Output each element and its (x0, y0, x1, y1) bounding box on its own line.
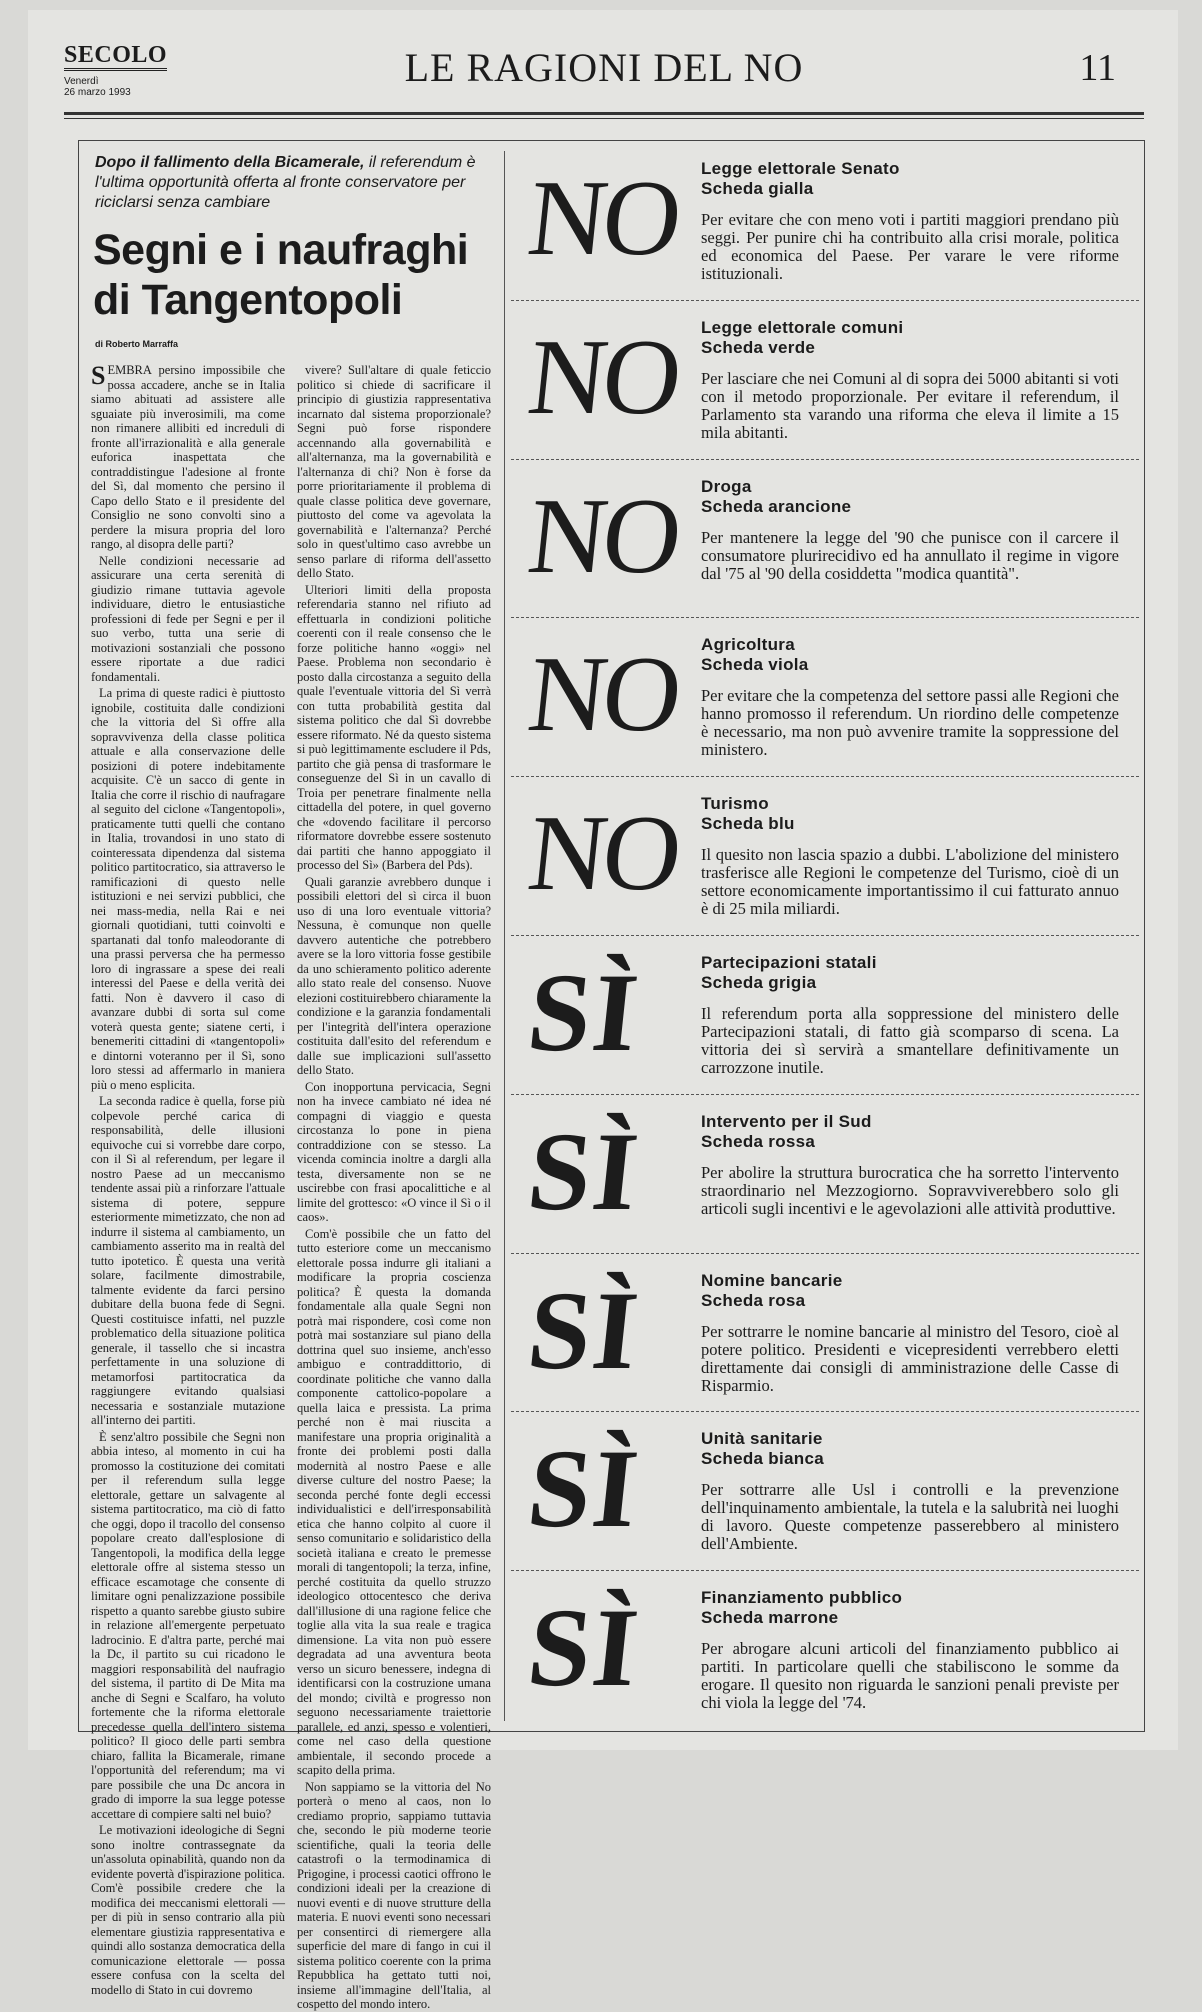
item-description: Per sottrarre alle Usl i controlli e la prevenzione dell'inquinamento ambientale, la tutela e la salubrità nei luoghi di lavoro. Queste competenze passerebbero al ministero dell'Ambiente. (701, 1480, 1119, 1554)
item-description: Per mantenere la legge del '90 che punisce con il carcere il consumatore plurirecidivo ed ha annullato il regime in vigore dal '75 al '90 della cosiddetta "modica quantità". (701, 527, 1119, 583)
body-paragraph (297, 363, 491, 581)
item-separator (511, 617, 1139, 618)
body-paragraph (91, 554, 285, 685)
masthead-rule (64, 112, 1144, 119)
body-column-2 (297, 363, 492, 2011)
paragraph-text: Com'è possibile che un fatto del tutto esteriore come un meccanismo elettorale possa indurre gli italiani a modificare la propria coscienza politica? È questa la domanda fondamentale alla quale Segni non potrà mai rispondere, così come non potrà mai sostanziare sul piano della dottrina quel suo insieme, anch'esso ambiguo e contraddittorio, di coordinate politiche che vanno dalla componente cattolico-popolare a quella laica e pressista. La prima perché non è mai riuscita a manifestare una propria originalità a fronte dei problemi posti dalla modernità al nostro Paese e alle diverse culture del nostro Paese; la seconda perché fonte degli eccessi individualistici e dell'irresponsabilità etica che hanno colpito al cuore il senso comunitario e solidaristico della società italiana e creato le premesse morali di tangentopoli; la terza, infine, perché costituita da quello struzzo ideologico ottocentesco che deriva dall'illusione di una ragione felice che toglie alla vita la sua reale e tragica dimensione. La vita non può essere degradata ad una avventura beota verso un sicuro benessere, indegna di identificarsi con la costruzione umana del mondo; civiltà e progresso non seguono necessariamente traiettorie parallele, ed anzi, spesso e volentieri, come nel caso della questione ambientale, il secondo procede a scapito della prima. (297, 1226, 491, 1777)
ballot-color: Scheda verde (701, 337, 816, 357)
referendum-item (511, 935, 1139, 1094)
law-title: Turismo (701, 794, 769, 814)
item-description: Per lasciare che nei Comuni al di sopra dei 5000 abitanti si voti con il metodo proporzionale. Per evitare il referendum, il Parlamento sta varando una riforma che eleva il limite a 15 mila abitanti. (701, 368, 1119, 442)
item-description: Per abolire la struttura burocratica che ha sorretto l'intervento straordinario nel Mezzogiorno. Sopravviverebbero solo gli articoli sugli incentivi e le agevolazioni alle attività produttive. (701, 1162, 1119, 1218)
body-column-1 (91, 361, 285, 1997)
byline: di Roberto Marraffa (95, 339, 179, 349)
issue-date-text: 26 marzo 1993 (64, 87, 131, 98)
newspaper-logo: SECOLO (64, 42, 167, 71)
paragraph-text: La seconda radice è quella, forse più colpevole perché carica di responsabilità, delle illusioni equivoche cui si vorrebbe dare corpo, con il Sì al referendum, per legare il nostro Paese ad un meccanismo tendente assai più a rinforzare l'attuale sistema di potere, seppure esteriormente mimetizzato, che non ad indurre il sistema al cambiamento, un cambiamento asserito ma in realtà del tutto ipotetico. È questa una verità solare, facilmente dimostrabile, talmente evidente da farci persino dubitare della buona fede di Segni. Questi costituisce infatti, nel puzzle problematico della situazione politica generale, il tassello che si incastra perfettamente in una soluzione di metamorfosi partitocratica da raggiungere evitando qualsiasi necessaria e sostanziale mutazione all'interno dei partiti. (91, 1094, 285, 1427)
paragraph-text: Non sappiamo se la vittoria del No porterà o meno al caos, non lo crediamo proprio, sappiamo tuttavia che, secondo le più moderne teorie scientifiche, quali la teoria delle catastrofi o la termodinamica di Prigogine, i processi caotici offrono le condizioni ideali per la creazione di nuovi eventi e di nuove strutture della materia. E nuovi eventi sono necessari per consentirci di riemergere alla superficie del mare di fango in cui il sistema politico coerente con la prima Repubblica ha gettato tutti noi, insieme all'immagine dell'Italia, al cospetto del mondo intero. (297, 1779, 491, 2011)
drop-cap: S (91, 361, 106, 390)
ballot-color: Scheda arancione (701, 496, 852, 516)
article-frame (78, 140, 1145, 2011)
ballot-color: Scheda viola (701, 655, 809, 675)
headline-line-1: Segni e i naufraghi (93, 226, 469, 274)
paragraph-text: EMBRA persino impossibile che possa accadere, anche se in Italia siamo abituati ad assistere alle sguaiate più inverosimili, ma come non rimanere allibiti ed increduli di fronte all'irrazionalità e alla generale euforica inaspettata che contraddistingue l'adesione al fronte del Sì, dal momento che persino il Capo dello Stato e il presidente del Consiglio ne sono convolti sino a perdere la misura propria del loro rango, al disopra delle parti? (91, 363, 285, 551)
body-paragraph (297, 1080, 491, 1225)
item-description: Il referendum porta alla soppressione del ministero delle Partecipazioni statali, di fatto già scomparso di scena. La vittoria dei sì servirà a smantellare definitivamente un carrozzone inutile. (701, 1004, 1119, 1077)
body-paragraph (297, 875, 491, 1078)
ballot-color: Scheda bianca (701, 1449, 824, 1469)
item-separator (511, 1253, 1139, 1254)
ballot-color: Scheda blu (701, 814, 795, 834)
ballot-color: Scheda rosa (701, 1290, 806, 1310)
law-title: Partecipazioni statali (701, 953, 877, 972)
referendum-item (511, 459, 1139, 618)
paragraph-text: Con inopportuna pervicacia, Segni non ha invece cambiato né idea né compagni di viaggio e questa circostanza lo pone in piena contraddizione con se stesso. La vicenda comincia inoltre a dargli alla testa, diversamente non se ne uscirebbe con frasi apocalittiche e al limite del grottesco: «O vince il Sì o il caos». (297, 1079, 491, 1224)
masthead (64, 38, 1144, 108)
referendum-item (511, 1094, 1139, 1253)
referendum-item (511, 617, 1139, 776)
newspaper-page (28, 10, 1178, 2011)
item-description: Per evitare che la competenza del settore passi alle Regioni che hanno promosso il referendum. Un riordino delle competenze è necessario, ma non può avvenire tramite la soppressione del ministero. (701, 686, 1119, 760)
item-separator (511, 300, 1139, 301)
verdict-si: SÌ (522, 1109, 646, 1234)
deck-rest: il referendum è l'ultima opportunità offerta al fronte conservatore per riciclarsi senza cambiare (95, 154, 476, 211)
law-title: Legge elettorale Senato (701, 159, 900, 178)
referendum-list (511, 141, 1139, 1729)
article (91, 153, 492, 2011)
body-paragraph (297, 583, 491, 873)
verdict-no: NO (522, 317, 684, 437)
item-separator (511, 776, 1139, 777)
paragraph-text: È senz'altro possibile che Segni non abbia inteso, al momento in cui ha promosso la costituzione dei comitati per il referendum sulla legge elettorale, gettare un salvagente al sistema partitocratico, ma ciò di fatto che oggi, dopo il tracollo del consenso popolare creato dall'esplosione di Tangentopoli, la modifica della legge elettorale offre al sistema stesso un efficace escamotage che consente di limitare ogni penalizzazione possibile rispetto a quanto sarebbe giusto subire in relazione all'emergente perpetuato ladrocinio. E d'altra parte, perché mai la Dc, il partito su cui ricadono le maggiori responsabilità del naufragio del sistema, il partito di De Mita ma anche di Segni e Scalfaro, ha voluto fortemente che la riforma elettorale precedesse quella dell'intero sistema politico? Il gioco delle parti sembra chiaro, fallita la Bicamerale, rimane l'opportunità del referendum; ma vi pare possibile che una Dc ancora in grado di imporre la sua legge potesse accettare di compiere salti nel buio? (91, 1429, 285, 1821)
verdict-no: NO (522, 159, 684, 278)
paragraph-text: La prima di queste radici è piuttosto ignobile, costituita dalle condizioni che la vittoria del Sì offre alla sopravvivenza della classe politica attuale e alla conservazione delle posizioni di potere indebitamente acquisite. C'è un sacco di gente in Italia che corre il rischio di naufragare al seguito del ciclone «Tangentopoli», praticamente tutti quelli che contano in Italia, trovandosi in uno stato di cointeressata dipendenza dal sistema politico partitocratico, sia attraverso le ramificazioni di questo nelle istituzioni e nei servizi pubblici, che nei mass-media, nella Rai e nei giornali quotidiani, tutti coinvolti e spartanati dal tonfo maleodorante di una prassi perversa che ha permesso loro di ingrassare a spese dei reali interessi del Paese e della verità dei fatti. Non è davvero il caso di avanzare dubbi di sorta sul come voterà questa gente; siatene certi, i benemeriti cittadini di «tangentopoli» e dintorni voteranno per il Sì, sono loro stessi ad affermarlo in maniera più o meno esplicita. (91, 686, 285, 1092)
referendum-item (511, 1411, 1139, 1570)
law-title: Nomine bancarie (701, 1270, 843, 1290)
paragraph-text: Ulteriori limiti della proposta referendaria stanno nel rifiuto ad effettuarla in condizioni politiche coerenti con il reale consenso che le forze politiche hanno «oggi» nel Paese. Problema non secondario è posto dalla circostanza a seguito della quale l'eventuale vittoria del Sì verrà con tutta probabilità gestita dal sistema politico che dal Sì dovrebbe essere riformato. Né da questo sistema si può legittimamente escludere il Pds, partito che già pensa di trasformare le conseguenze del Sì in un cavallo di Troia per penetrare finalmente nella cittadella del potere, in quel governo che «dovendo facilitare il percorso riformatore dovrebbe essere sostenuto dai partiti che hanno appoggiato il processo del Sì» (Barbera del Pds). (297, 582, 491, 872)
headline-line-2: di Tangentopoli (93, 276, 403, 324)
referendum-item (511, 300, 1139, 459)
body-paragraph (91, 686, 285, 1092)
ballot-color: Scheda grigia (701, 973, 817, 992)
paragraph-text: Le motivazioni ideologiche di Segni sono inoltre contrassegnate da un'assoluta opinabilità, quando non da evidente povertà d'ispirazione politica. Com'è possibile credere che la modifica dei meccanismi elettorali — per di più in senso contrario alla più elementare giustizia rappresentativa e quindi allo sostanza democratica della comunicazione elettorale — possa essere confusa con la scelta del modello di Stato in cui dovremo (91, 1823, 285, 1997)
item-description: Per evitare che con meno voti i partiti maggiori prendano più seggi. Per punire chi ha contribuito alla crisi morale, politica ed economica del Paese. Per varare le vere riforme istituzionali. (701, 210, 1119, 283)
page-number: 11 (1079, 47, 1116, 89)
deck-bold: Dopo il fallimento della Bicamerale, (95, 154, 365, 171)
ballot-color: Scheda marrone (701, 1608, 839, 1628)
item-separator (511, 935, 1139, 936)
referendum-item (511, 141, 1139, 300)
paragraph-text: Quali garanzie avrebbero dunque i possibili elettori del sì circa il buon uso di una loro eventuale vittoria? Nessuna, è comunque non quelle davvero autentiche che potrebbero avere se la loro vittoria fosse gestibile da uno schieramento politico aderente allo stato reale del consenso. Nuove elezioni costituirebbero chiaramente la condizione e la garanzia fondamentali per l'integrità dell'intera operazione costituita dall'esito del referendum e dalle sue implicazioni sull'assetto dello Stato. (297, 874, 492, 1077)
referendum-item (511, 1570, 1139, 1729)
body-paragraph (91, 363, 285, 552)
law-title: Finanziamento pubblico (701, 1588, 903, 1608)
item-separator (511, 1094, 1139, 1095)
item-description: Per abrogare alcuni articoli del finanziamento pubblico ai partiti. In particolare quelli che stabiliscono le somme da erogare. Il quesito non riguarda le sanzioni penali previste per chi viola la legge del '74. (701, 1639, 1119, 1713)
article-headline (93, 225, 491, 325)
issue-day: Venerdì (64, 76, 99, 87)
verdict-si: SÌ (522, 1586, 646, 1711)
verdict-no: NO (522, 635, 684, 755)
column-divider (504, 151, 505, 1721)
verdict-si: SÌ (522, 1427, 646, 1552)
verdict-no: NO (522, 476, 684, 596)
body-paragraph (91, 1823, 285, 1997)
article-body (91, 361, 492, 2011)
item-description: Per sottrarre le nomine bancarie al ministro del Tesoro, cioè al potere politico. Presidenti e vicepresidenti verrebbero eletti direttamente dai consigli di amministrazione delle Casse di Risparmio. (701, 1321, 1119, 1395)
item-separator (511, 459, 1139, 460)
body-paragraph (297, 1227, 491, 1778)
law-title: Agricoltura (701, 635, 795, 655)
body-paragraph (91, 1430, 285, 1822)
law-title: Legge elettorale comuni (701, 317, 904, 337)
referendum-item (511, 1253, 1139, 1412)
ballot-color: Scheda gialla (701, 179, 814, 198)
verdict-si: SÌ (522, 951, 646, 1075)
item-separator (511, 1570, 1139, 1571)
law-title: Unità sanitarie (701, 1429, 823, 1449)
paragraph-text: vivere? Sull'altare di quale feticcio politico si chiede di sacrificare il principio di giustizia rappresentativa incarnato dal sistema proporzionale? Segni può forse rispondere accennando alla governabilità e all'alternanza, ma la governabilità e l'alternanza di chi? Non è forse da porre prioritariamente il problema di quale classe politica deve governare, piuttosto del come va agevolata la governabilità e l'alternanza? Perché solo in quest'ultimo caso avrebbe un senso parlare di riforma dell'assetto dello Stato. (297, 363, 491, 580)
article-deck (95, 153, 491, 213)
section-title: LE RAGIONI DEL NO (404, 45, 804, 90)
body-paragraph (91, 1094, 285, 1428)
verdict-no: NO (522, 794, 684, 914)
referendum-item (511, 776, 1139, 935)
body-paragraph (297, 1780, 491, 2012)
verdict-si: SÌ (522, 1268, 646, 1393)
law-title: Intervento per il Sud (701, 1111, 872, 1131)
ballot-color: Scheda rossa (701, 1131, 816, 1151)
law-title: Droga (701, 476, 752, 496)
item-separator (511, 1411, 1139, 1412)
paragraph-text: Nelle condizioni necessarie ad assicurare una certa serenità di giudizio rimane tuttavia agevole individuare, dietro le entusiastiche professioni di fede per Segni e per il suo verbo, tutta una serie di motivazioni sostanziali che possono essere riportate a due radici fondamentali. (91, 553, 285, 684)
item-description: Il quesito non lascia spazio a dubbi. L'abolizione del ministero trasferisce alle Regioni le competenze del Turismo, cioè di un settore economicamente importantissimo il cui fatturato annuo è di 25 mila miliardi. (701, 845, 1119, 919)
